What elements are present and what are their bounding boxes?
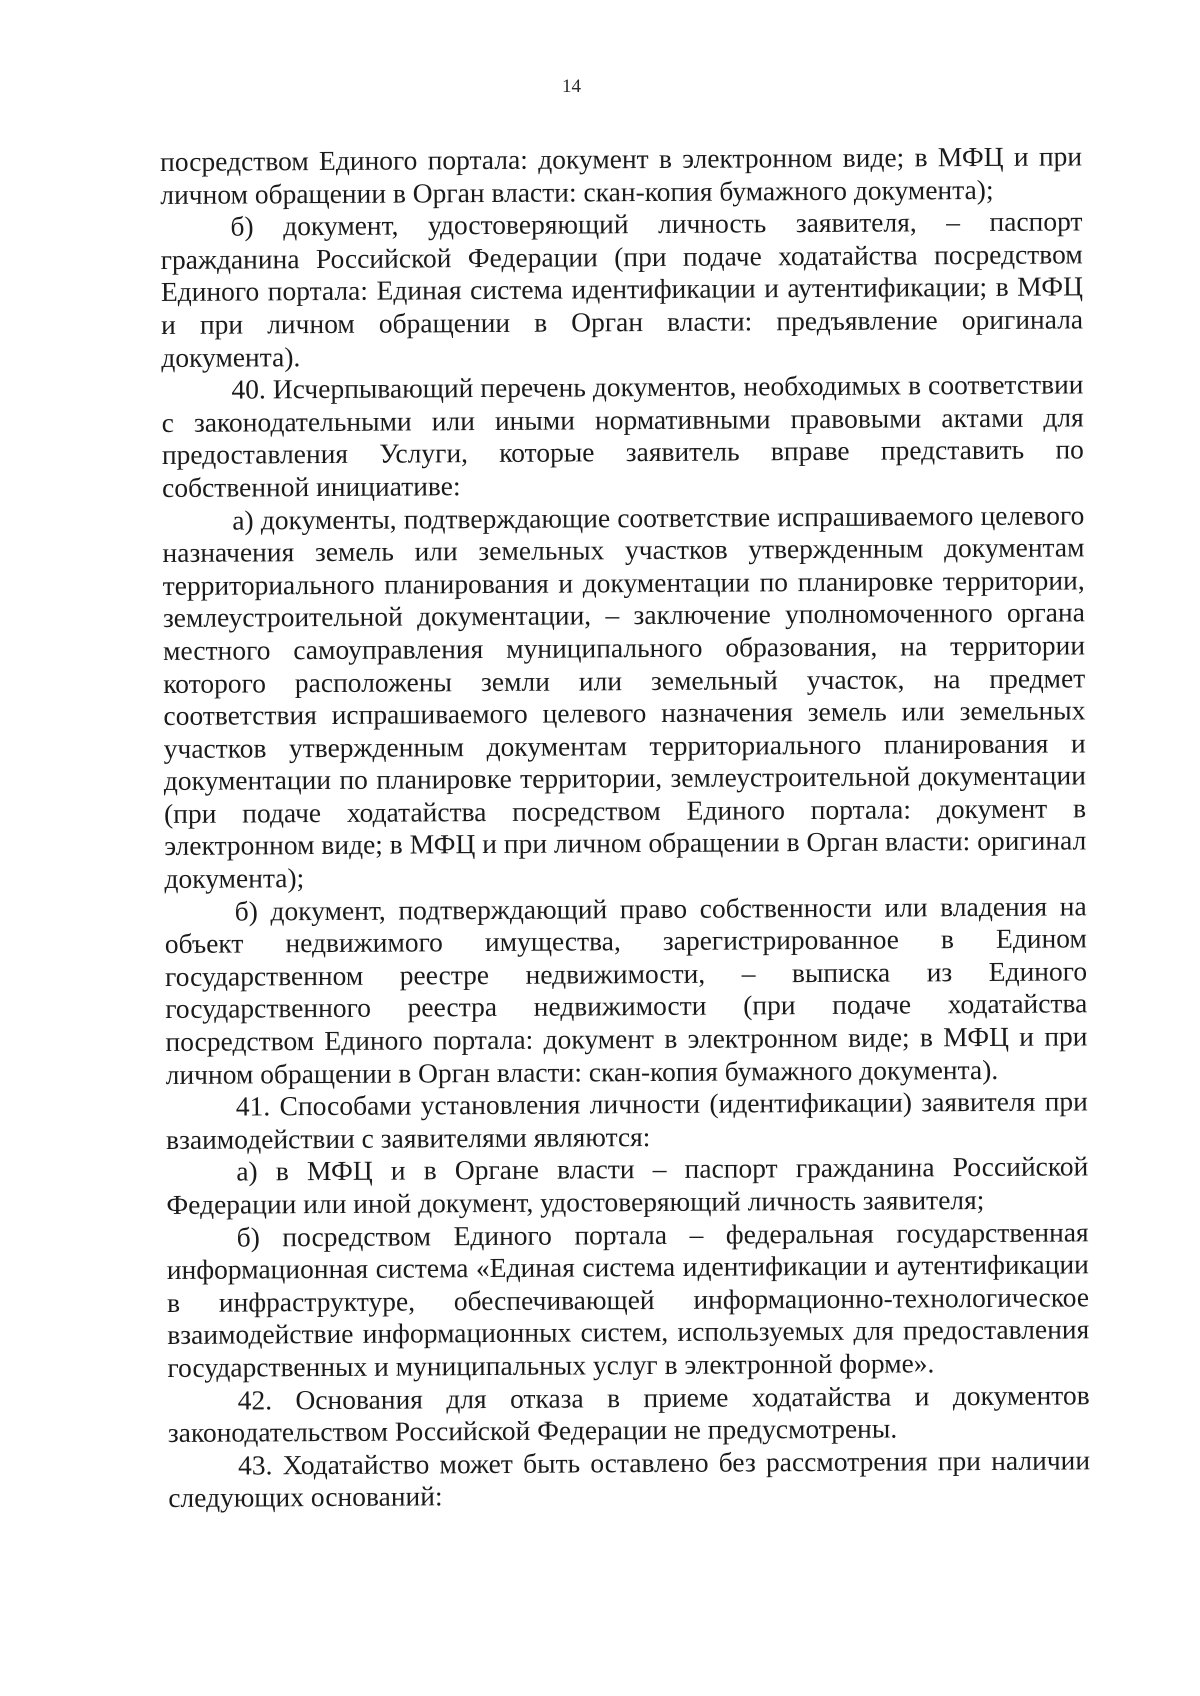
- paragraph: б) документ, удостоверяющий личность заявителя, – паспорт гражданина Российской Федерации (при подаче ходатайства посредством Единого портала: Единая система идентификации и аутентификации; в МФЦ и при личном обращении в Орган власти: предъявление оригинала документа).: [160, 205, 1084, 373]
- page-number: 14: [562, 76, 581, 97]
- paragraph: б) посредством Единого портала – федеральная государственная информационная система «Единая система идентификации и аутентификации в инфраструктуре, обеспечивающей информационно-технологическое взаимодействие информационных систем, используемых для предоставления государственных и муниципальных услуг в электронной форме».: [166, 1215, 1090, 1383]
- paragraph: б) документ, подтверждающий право собственности или владения на объект недвижимого имущества, зарегистрированное в Едином государственном реестре недвижимости, – выписка из Единого государственного реестра недвижимости (при подаче ходатайства посредством Единого портала: документ в электронном виде; в МФЦ и при личном обращении в Орган власти: скан-копия бумажного документа).: [164, 890, 1088, 1090]
- document-body: [160, 140, 1090, 1515]
- paragraph: а) документы, подтверждающие соответствие испрашиваемого целевого назначения земель или земельных участков утвержденным документам территориального планирования и документации по планировке территории, землеустроительной документации, – заключение уполномоченного органа местного самоуправления муниципального образования, на территории которого расположены земли или земельный участок, на предмет соответствия испрашиваемого целевого назначения земель или земельных участков утвержденным документам территориального планирования и документации по планировке территории, землеустроительной документации (при подаче ходатайства посредством Единого портала: документ в электронном виде; в МФЦ и при личном обращении в Орган власти: оригинал документа);: [162, 498, 1087, 895]
- paragraph: а) в МФЦ и в Органе власти – паспорт гражданина Российской Федерации или иной документ, удостоверяющий личность заявителя;: [166, 1150, 1089, 1220]
- paragraph: посредством Единого портала: документ в электронном виде; в МФЦ и при личном обращении в Орган власти: скан-копия бумажного документа);: [160, 140, 1083, 210]
- paragraph: 43. Ходатайство может быть оставлено без рассмотрения при наличии следующих оснований:: [168, 1444, 1091, 1514]
- paragraph: 42. Основания для отказа в приеме ходатайства и документов законодательством Российской Федерации не предусмотрены.: [167, 1378, 1090, 1449]
- paragraph: 41. Способами установления личности (идентификации) заявителя при взаимодействии с заявителями являются:: [165, 1085, 1088, 1155]
- paragraph: 40. Исчерпывающий перечень документов, необходимых в соответствии с законодательными или иными нормативными правовыми актами для предоставления Услуги, которые заявитель вправе представить по собственной инициативе:: [161, 368, 1084, 503]
